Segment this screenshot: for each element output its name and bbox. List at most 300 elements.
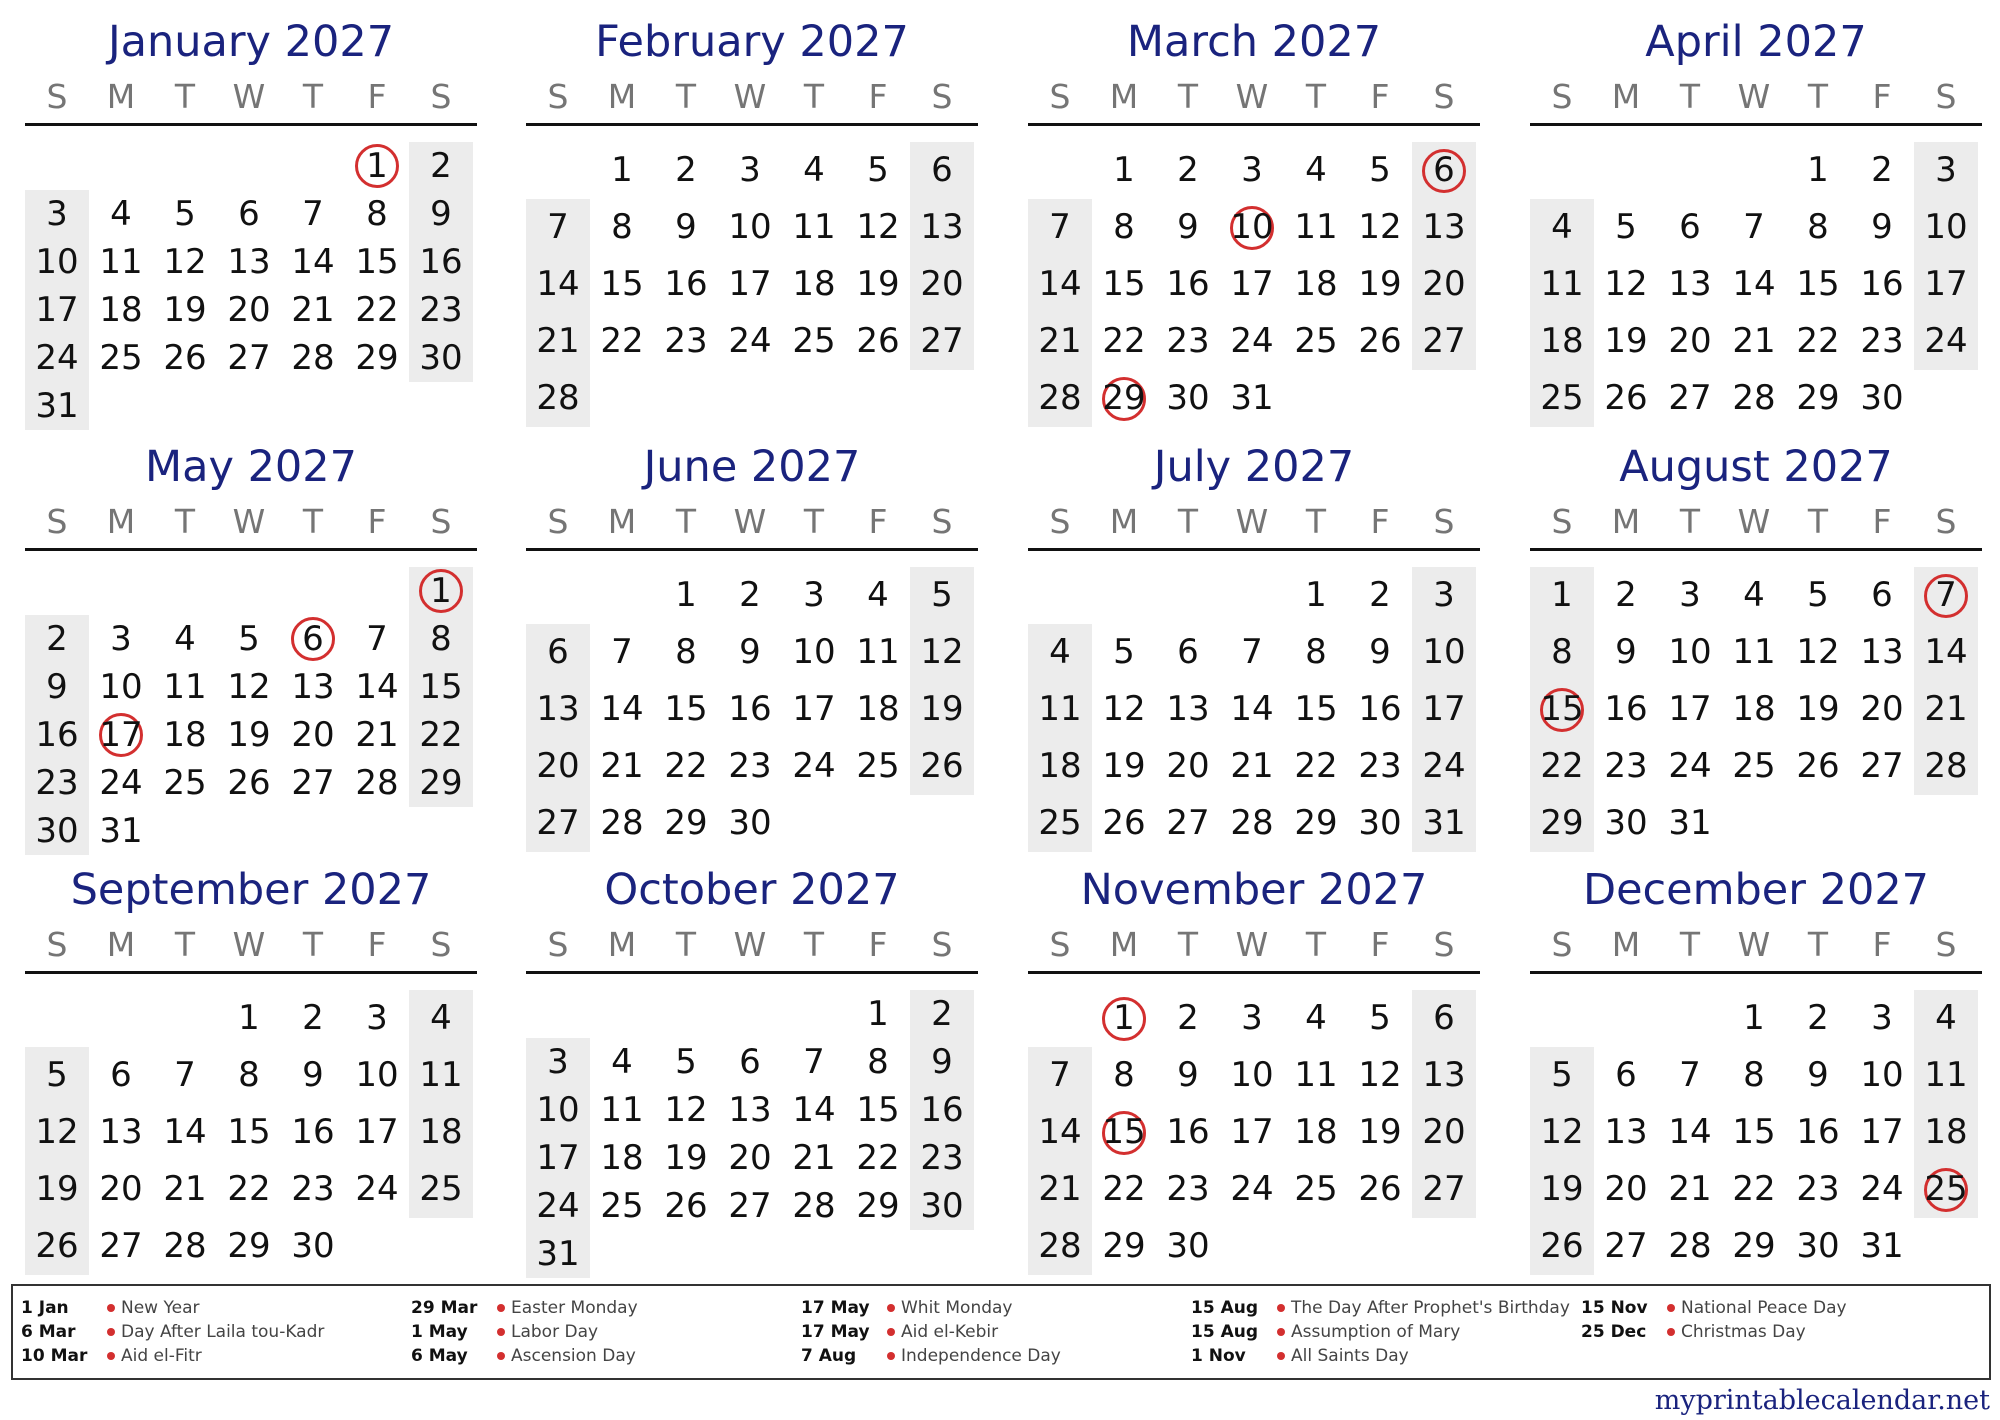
bullet-dot-icon [1277,1304,1285,1312]
weekday-header: F [1872,925,1892,964]
day-cell: 23 [728,746,772,786]
day-cell: 10 [728,207,772,247]
weekday-header: T [1305,502,1327,541]
weekday-header: S [1433,502,1455,541]
day-cell: 15 [1102,264,1146,304]
bullet-dot-icon [107,1328,115,1336]
day-cell: 25 [1294,1169,1338,1209]
day-cell: 3 [1871,998,1893,1038]
day-cell: 25 [856,746,900,786]
day-cell: 19 [920,689,964,729]
day-cell: 3 [1433,575,1455,615]
day-cell: 1 [1551,575,1573,615]
header-rule [1530,548,1982,551]
site-credit[interactable]: myprintablecalendar.net [1654,1385,1990,1416]
holiday-date: 1 Jan [21,1298,69,1318]
day-cell: 13 [1166,689,1210,729]
holiday-name: Easter Monday [511,1298,638,1318]
day-cell: 23 [1860,321,1904,361]
day-cell: 29 [856,1186,900,1226]
day-cell: 13 [1668,264,1712,304]
day-cell: 30 [1604,803,1648,843]
weekday-header: F [367,502,387,541]
day-cell: 7 [1743,207,1765,247]
day-cell: 14 [355,667,399,707]
weekday-header: S [1551,925,1573,964]
day-cell: 22 [1540,746,1584,786]
weekday-header: W [1235,502,1269,541]
day-cell: 11 [1294,1055,1338,1095]
day-cell: 23 [1604,746,1648,786]
day-cell: 31 [35,386,79,426]
day-cell: 17 [728,264,772,304]
weekday-header: F [868,77,888,116]
weekday-header: T [803,77,825,116]
weekday-header: M [1611,502,1641,541]
header-rule [25,123,477,126]
day-cell: 20 [227,290,271,330]
weekday-header: M [607,925,637,964]
day-cell: 29 [1294,803,1338,843]
day-cell: 17 [536,1138,580,1178]
day-cell: 29 [1732,1226,1776,1266]
weekday-header: M [106,502,136,541]
weekday-header: M [1109,925,1139,964]
day-cell: 26 [163,338,207,378]
day-cell: 6 [302,619,324,659]
day-cell: 30 [1166,1226,1210,1266]
day-cell: 8 [1743,1055,1765,1095]
day-cell: 4 [803,150,825,190]
day-cell: 28 [1668,1226,1712,1266]
day-cell: 5 [675,1042,697,1082]
day-cell: 11 [1540,264,1584,304]
day-cell: 3 [1679,575,1701,615]
day-cell: 26 [227,763,271,803]
day-cell: 15 [1102,1112,1146,1152]
day-cell: 8 [1113,207,1135,247]
day-cell: 8 [1551,632,1573,672]
weekday-header-row [25,497,477,547]
legend-item [21,1344,411,1368]
day-cell: 17 [1230,1112,1274,1152]
day-cell: 30 [920,1186,964,1226]
weekday-header-row [526,497,978,547]
day-cell: 3 [366,998,388,1038]
day-cell: 16 [1860,264,1904,304]
day-cell: 25 [99,338,143,378]
day-cell: 24 [1668,746,1712,786]
day-cell: 19 [1358,264,1402,304]
day-cell: 30 [35,811,79,851]
weekday-header-row [25,920,477,970]
weekday-header: T [1679,77,1701,116]
weekday-header: F [868,925,888,964]
weekday-header: T [1177,925,1199,964]
holiday-name: Aid el-Kebir [901,1322,999,1342]
day-cell: 22 [227,1169,271,1209]
month-title: November 2027 [1080,865,1428,915]
day-cell: 23 [1358,746,1402,786]
day-cell: 25 [1732,746,1776,786]
holiday-date: 10 Mar [21,1346,88,1366]
weekday-header-row [526,920,978,970]
day-cell: 21 [536,321,580,361]
day-cell: 4 [1049,632,1071,672]
month-block [1530,12,1982,434]
day-cell: 16 [664,264,708,304]
legend-item [801,1296,1191,1320]
day-cell: 23 [664,321,708,361]
day-cell: 14 [1230,689,1274,729]
day-cell: 5 [174,194,196,234]
day-cell: 2 [46,619,68,659]
day-cell: 1 [1113,998,1135,1038]
day-cell: 2 [1807,998,1829,1038]
weekday-header-row [1028,497,1480,547]
day-cell: 28 [1230,803,1274,843]
day-cell: 26 [664,1186,708,1226]
day-cell: 9 [931,1042,953,1082]
day-cell: 1 [867,994,889,1034]
day-cell: 27 [1668,378,1712,418]
day-cell: 14 [291,242,335,282]
day-cell: 29 [1540,803,1584,843]
day-cell: 11 [1038,689,1082,729]
day-cell: 19 [1796,689,1840,729]
header-rule [1530,123,1982,126]
holiday-date: 6 May [411,1346,468,1366]
day-cell: 19 [1358,1112,1402,1152]
day-cell: 19 [1102,746,1146,786]
weekday-header: S [1049,77,1071,116]
day-cell: 9 [1807,1055,1829,1095]
day-cell: 5 [1369,150,1391,190]
day-cell: 29 [664,803,708,843]
day-cell: 24 [1422,746,1466,786]
month-block [1530,437,1982,859]
weekday-header: F [1872,502,1892,541]
day-cell: 4 [1305,998,1327,1038]
day-cell: 17 [35,290,79,330]
day-cell: 6 [1615,1055,1637,1095]
day-cell: 20 [1422,264,1466,304]
day-cell: 6 [547,632,569,672]
day-cell: 11 [600,1090,644,1130]
day-cell: 20 [1422,1112,1466,1152]
day-cell: 28 [1038,1226,1082,1266]
day-cell: 5 [1807,575,1829,615]
day-cell: 18 [1294,264,1338,304]
day-cell: 28 [163,1226,207,1266]
day-cell: 10 [536,1090,580,1130]
weekday-header: T [302,502,324,541]
weekday-header: S [1551,502,1573,541]
day-cell: 9 [1177,1055,1199,1095]
day-cell: 20 [1166,746,1210,786]
day-cell: 24 [1860,1169,1904,1209]
weekday-header: M [607,502,637,541]
day-cell: 14 [1732,264,1776,304]
day-cell: 11 [792,207,836,247]
holiday-date: 25 Dec [1581,1322,1647,1342]
weekday-header: T [302,77,324,116]
holiday-date: 15 Aug [1191,1322,1259,1342]
day-cell: 15 [227,1112,271,1152]
weekday-header: T [803,502,825,541]
day-cell: 17 [1860,1112,1904,1152]
weekday-header-row [1028,72,1480,122]
day-cell: 26 [1358,321,1402,361]
day-cell: 8 [430,619,452,659]
day-cell: 31 [1860,1226,1904,1266]
day-cell: 24 [35,338,79,378]
day-cell: 9 [1871,207,1893,247]
day-cell: 23 [1166,1169,1210,1209]
weekday-header: T [675,502,697,541]
month-block [25,12,477,434]
day-cell: 27 [1422,1169,1466,1209]
holiday-name: All Saints Day [1291,1346,1409,1366]
day-cell: 6 [1871,575,1893,615]
day-cell: 6 [739,1042,761,1082]
day-cell: 30 [1860,378,1904,418]
holiday-date: 6 Mar [21,1322,76,1342]
day-cell: 4 [867,575,889,615]
day-cell: 4 [1551,207,1573,247]
day-cell: 24 [792,746,836,786]
weekday-header: M [1611,77,1641,116]
day-cell: 10 [1668,632,1712,672]
day-cell: 31 [1422,803,1466,843]
weekday-header-row [1530,72,1982,122]
day-cell: 12 [1604,264,1648,304]
weekday-header: W [1235,925,1269,964]
day-cell: 17 [355,1112,399,1152]
day-cell: 12 [664,1090,708,1130]
day-cell: 8 [867,1042,889,1082]
day-cell: 23 [1796,1169,1840,1209]
weekday-header-row [526,72,978,122]
day-cell: 6 [1679,207,1701,247]
day-cell: 27 [227,338,271,378]
day-cell: 5 [46,1055,68,1095]
weekday-header: F [868,502,888,541]
month-title: September 2027 [70,865,432,915]
legend-item [21,1296,411,1320]
day-cell: 25 [600,1186,644,1226]
weekday-header: T [1679,502,1701,541]
day-cell: 27 [1422,321,1466,361]
holiday-name: Assumption of Mary [1291,1322,1461,1342]
weekday-header: T [1177,502,1199,541]
day-cell: 10 [355,1055,399,1095]
day-cell: 20 [1860,689,1904,729]
month-title: February 2027 [595,17,909,67]
weekday-header: T [1807,925,1829,964]
day-cell: 16 [1796,1112,1840,1152]
weekday-header: T [675,77,697,116]
day-cell: 27 [728,1186,772,1226]
day-cell: 3 [46,194,68,234]
day-cell: 8 [366,194,388,234]
holiday-name: Labor Day [511,1322,599,1342]
weekday-header: F [1370,502,1390,541]
day-cell: 6 [110,1055,132,1095]
day-cell: 8 [238,1055,260,1095]
legend-item [1191,1320,1581,1344]
day-cell: 23 [920,1138,964,1178]
day-cell: 13 [227,242,271,282]
day-cell: 18 [1732,689,1776,729]
weekday-header: T [174,77,196,116]
weekday-header: T [174,925,196,964]
day-cell: 18 [600,1138,644,1178]
day-cell: 21 [1038,1169,1082,1209]
day-cell: 21 [1732,321,1776,361]
day-cell: 24 [1230,321,1274,361]
day-cell: 1 [675,575,697,615]
day-cell: 16 [419,242,463,282]
day-cell: 7 [174,1055,196,1095]
header-rule [1530,971,1982,974]
day-cell: 7 [1935,575,1957,615]
holiday-legend [11,1284,1991,1380]
day-cell: 20 [1604,1169,1648,1209]
header-rule [25,971,477,974]
day-cell: 9 [675,207,697,247]
weekday-header: W [232,502,266,541]
weekday-header: T [1305,925,1327,964]
day-cell: 13 [920,207,964,247]
weekday-header-row [1530,920,1982,970]
weekday-header: F [1370,925,1390,964]
day-cell: 1 [430,571,452,611]
day-cell: 31 [1668,803,1712,843]
day-cell: 9 [739,632,761,672]
header-rule [1028,548,1480,551]
day-cell: 26 [920,746,964,786]
day-cell: 13 [536,689,580,729]
weekday-header: F [367,77,387,116]
day-cell: 5 [1113,632,1135,672]
weekday-header: S [547,502,569,541]
month-block [526,437,978,859]
weekday-header: S [931,925,953,964]
day-cell: 3 [739,150,761,190]
day-cell: 11 [1924,1055,1968,1095]
day-cell: 12 [1358,207,1402,247]
legend-column [1191,1296,1581,1376]
day-cell: 25 [1540,378,1584,418]
day-cell: 28 [792,1186,836,1226]
day-cell: 24 [536,1186,580,1226]
day-cell: 13 [1422,1055,1466,1095]
day-cell: 18 [99,290,143,330]
weekday-header: W [1737,502,1771,541]
day-cell: 11 [1732,632,1776,672]
weekday-header-row [25,72,477,122]
holiday-name: New Year [121,1298,200,1318]
month-title: July 2027 [1153,442,1355,492]
day-cell: 4 [1305,150,1327,190]
weekday-header: S [931,502,953,541]
day-cell: 26 [35,1226,79,1266]
day-cell: 11 [856,632,900,672]
day-cell: 7 [302,194,324,234]
legend-item [1191,1344,1581,1368]
day-cell: 29 [355,338,399,378]
weekday-header: S [931,77,953,116]
weekday-header: S [1551,77,1573,116]
day-cell: 2 [302,998,324,1038]
day-cell: 2 [1369,575,1391,615]
day-cell: 26 [1102,803,1146,843]
day-cell: 1 [1807,150,1829,190]
day-cell: 1 [366,146,388,186]
weekday-header: S [547,77,569,116]
day-cell: 8 [1807,207,1829,247]
day-cell: 12 [1796,632,1840,672]
day-cell: 3 [1241,998,1263,1038]
bullet-dot-icon [887,1352,895,1360]
legend-item [1191,1296,1581,1320]
day-cell: 19 [1540,1169,1584,1209]
bullet-dot-icon [497,1328,505,1336]
day-cell: 22 [856,1138,900,1178]
day-cell: 6 [238,194,260,234]
month-title: December 2027 [1582,865,1930,915]
day-cell: 9 [46,667,68,707]
weekday-header: S [547,925,569,964]
month-block [526,12,978,434]
day-cell: 4 [1743,575,1765,615]
day-cell: 21 [1230,746,1274,786]
day-cell: 22 [355,290,399,330]
weekday-header: S [1433,77,1455,116]
day-cell: 21 [792,1138,836,1178]
holiday-name: Christmas Day [1681,1322,1806,1342]
day-cell: 21 [600,746,644,786]
month-title: January 2027 [107,17,395,67]
day-cell: 8 [611,207,633,247]
holiday-date: 1 May [411,1322,468,1342]
day-cell: 19 [856,264,900,304]
weekday-header: S [1935,925,1957,964]
day-cell: 11 [163,667,207,707]
day-cell: 16 [35,715,79,755]
day-cell: 27 [1860,746,1904,786]
weekday-header: W [733,77,767,116]
day-cell: 30 [1166,378,1210,418]
day-cell: 17 [1668,689,1712,729]
day-cell: 7 [1049,207,1071,247]
month-block [25,437,477,859]
day-cell: 29 [227,1226,271,1266]
day-cell: 30 [1796,1226,1840,1266]
day-cell: 21 [355,715,399,755]
weekday-header: M [1109,502,1139,541]
day-cell: 9 [1177,207,1199,247]
day-cell: 23 [35,763,79,803]
day-cell: 18 [1038,746,1082,786]
day-cell: 14 [792,1090,836,1130]
day-cell: 23 [291,1169,335,1209]
day-cell: 22 [664,746,708,786]
day-cell: 10 [1924,207,1968,247]
day-cell: 5 [238,619,260,659]
day-cell: 20 [920,264,964,304]
